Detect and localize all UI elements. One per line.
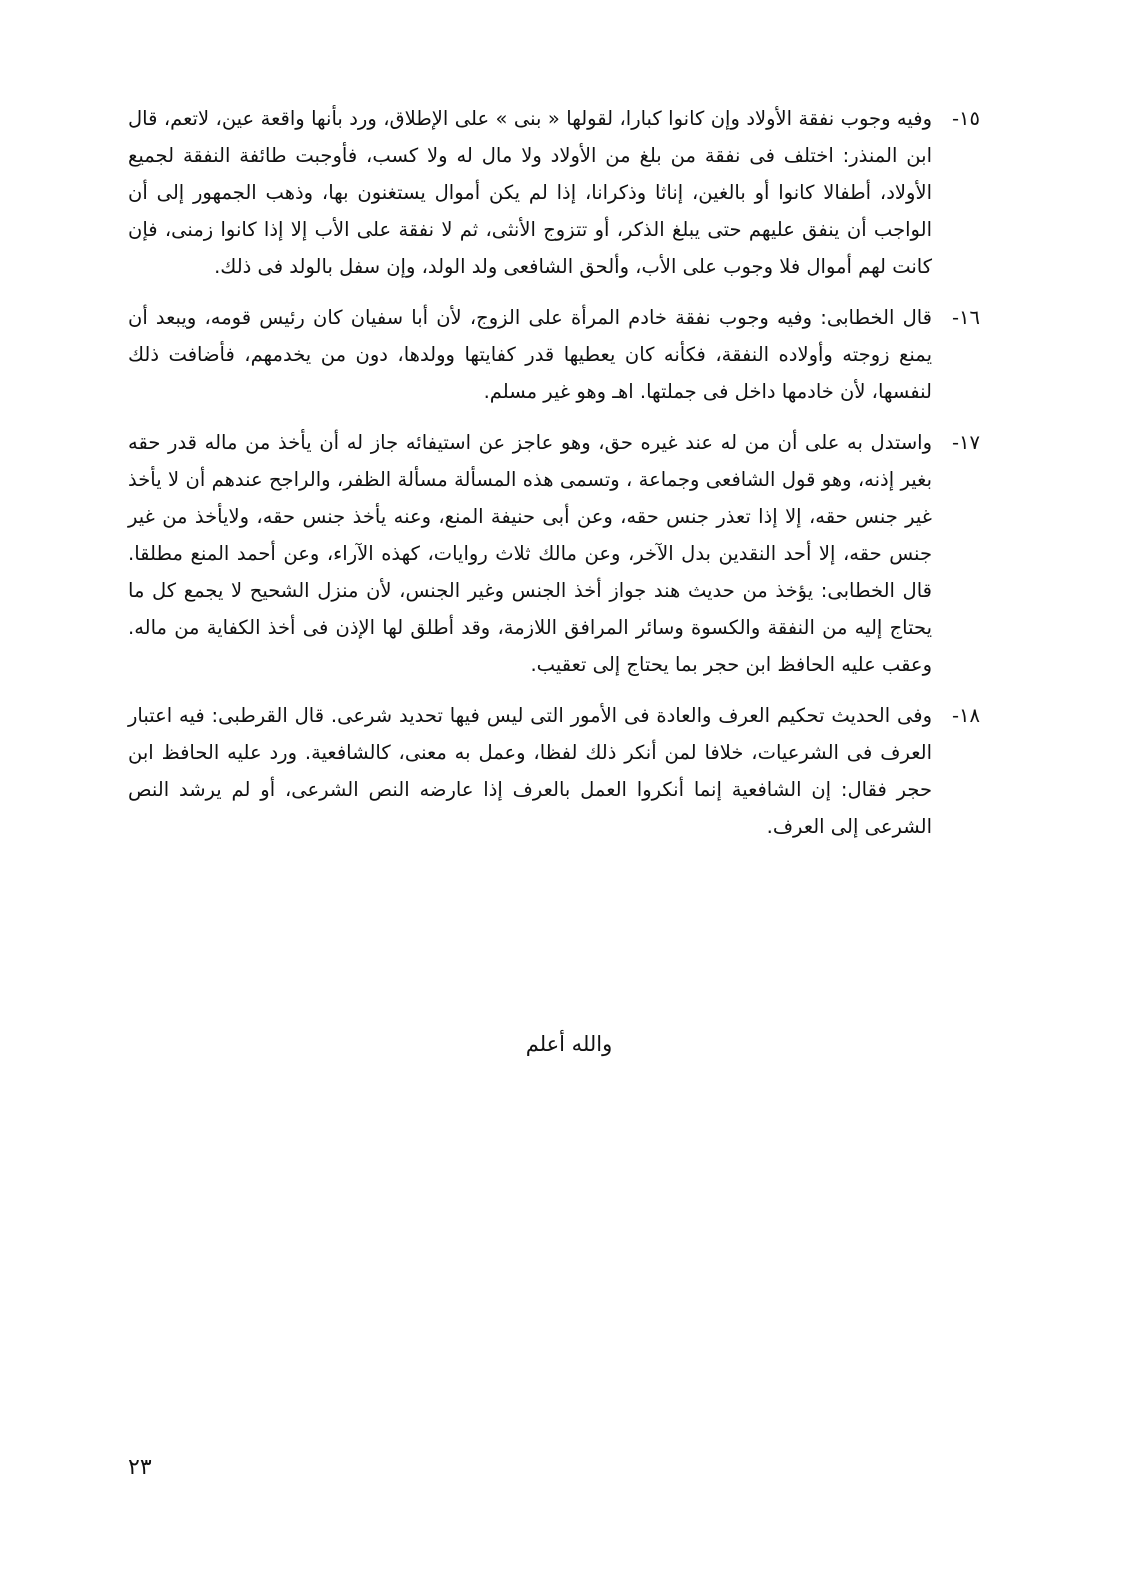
numbered-paragraph-18 [128, 697, 980, 845]
numbered-paragraph-15 [128, 100, 980, 285]
main-text [128, 100, 980, 859]
page-number: ٢٣ [128, 1455, 152, 1480]
paragraph-number: ١٨- [952, 704, 980, 727]
paragraph-number: ١٦- [952, 306, 980, 329]
paragraph-text: قال الخطابى: وفيه وجوب نفقة خادم المرأة على الزوج، لأن أبا سفيان كان رئيس قومه، ويبعد أن يمنع زوجته وأولاده النفقة، فكأنه كان يعطيها قدر كفايتها وولدها، دون من يخدمهم، فأضافت ذلك لنفسها، لأن خادمها داخل فى جملتها. اهـ وهو غير مسلم. [128, 306, 932, 403]
numbered-paragraph-17 [128, 424, 980, 683]
numbered-paragraph-16 [128, 299, 980, 410]
paragraph-text: وفى الحديث تحكيم العرف والعادة فى الأمور التى ليس فيها تحديد شرعى. قال القرطبى: فيه اعتبار العرف فى الشرعيات، خلافا لمن أنكر ذلك لفظا، وعمل به معنى، كالشافعية. ورد عليه الحافظ ابن حجر فقال: إن الشافعية إنما أنكروا العمل بالعرف إذا عارضه النص الشرعى، أو لم يرشد النص الشرعى إلى العرف. [128, 704, 932, 838]
paragraph-text: وفيه وجوب نفقة الأولاد وإن كانوا كبارا، لقولها « بنى » على الإطلاق، ورد بأنها واقعة عين، لاتعم، قال ابن المنذر: اختلف فى نفقة من بلغ من الأولاد ولا مال له ولا كسب، فأوجبت طائفة النفقة لجميع الأولاد، أطفالا كانوا أو بالغين، إناثا وذكرانا، إذا لم يكن أموال يستغنون بها، وذهب الجمهور إلى أن الواجب أن ينفق عليهم حتى يبلغ الذكر، أو تتزوج الأنثى، ثم لا نفقة على الأب إلا إذا كانوا زمنى، فإن كانت لهم أموال فلا وجوب على الأب، وألحق الشافعى ولد الولد، وإن سفل بالولد فى ذلك. [128, 107, 932, 278]
closing-phrase: والله أعلم [525, 1032, 613, 1056]
paragraph-number: ١٧- [952, 431, 980, 454]
paragraph-number: ١٥- [952, 107, 980, 130]
paragraph-text: واستدل به على أن من له عند غيره حق، وهو عاجز عن استيفائه جاز له أن يأخذ من ماله قدر حقه بغير إذنه، وهو قول الشافعى وجماعة ، وتسمى هذه المسألة مسألة الظفر، والراجح عندهم أن لا يأخذ غير جنس حقه، إلا إذا تعذر جنس حقه، وعن أبى حنيفة المنع، وعنه يأخذ جنس حقه، ولايأخذ من غير جنس حقه، إلا أحد النقدين بدل الآخر، وعن مالك ثلاث روايات، كهذه الآراء، وعن أحمد المنع مطلقا. قال الخطابى: يؤخذ من حديث هند جواز أخذ الجنس وغير الجنس، لأن منزل الشحيح لا يجمع كل ما يحتاج إليه من النفقة والكسوة وسائر المرافق اللازمة، وقد أطلق لها الإذن فى أخذ الكفاية من ماله. وعقب عليه الحافظ ابن حجر بما يحتاج إلى تعقيب. [128, 431, 932, 676]
